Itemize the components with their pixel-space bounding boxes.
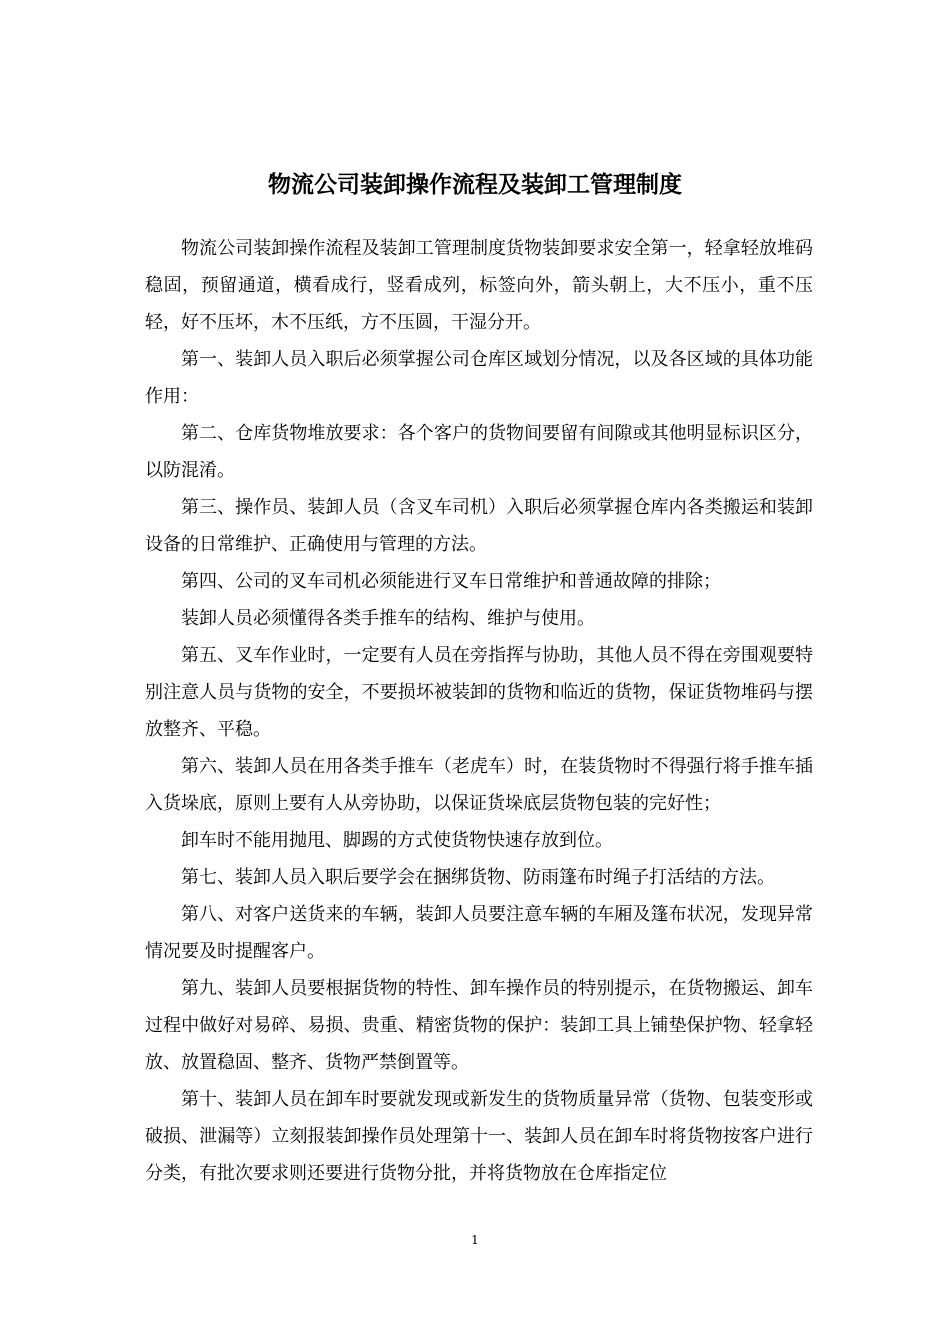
paragraph-item-8: 第八、对客户送货来的车辆，装卸人员要注意车辆的车厢及篷布状况，发现异常情况要及时提醒客户。 — [145, 904, 813, 962]
paragraph-item-4-continued: 装卸人员必须懂得各类手推车的结构、维护与使用。 — [181, 608, 595, 629]
paragraph-item-4: 第四、公司的叉车司机必须能进行叉车日常维护和普通故障的排除； — [181, 571, 721, 592]
page-number: 1 — [471, 1233, 479, 1247]
paragraph-item-1: 第一、装卸人员入职后必须掌握公司仓库区域划分情况，以及各区域的具体功能作用： — [145, 349, 813, 407]
paragraph-item-7: 第七、装卸人员入职后要学会在捆绑货物、防雨篷布时绳子打活结的方法。 — [181, 867, 775, 888]
paragraph-item-6-continued: 卸车时不能用抛甩、脚踢的方式使货物快速存放到位。 — [181, 830, 613, 851]
document-title: 物流公司装卸操作流程及装卸工管理制度 — [268, 172, 682, 199]
document-body — [145, 230, 813, 1192]
paragraph-item-3: 第三、操作员、装卸人员（含叉车司机）入职后必须掌握仓库内各类搬运和装卸设备的日常维护、正确使用与管理的方法。 — [145, 497, 813, 555]
paragraph-intro: 物流公司装卸操作流程及装卸工管理制度货物装卸要求安全第一，轻拿轻放堆码稳固，预留通道，横看成行，竖看成列，标签向外，箭头朝上，大不压小，重不压轻，好不压坏，木不压纸，方不压圆，干湿分开。 — [145, 238, 813, 333]
paragraph-item-2: 第二、仓库货物堆放要求：各个客户的货物间要留有间隙或其他明显标识区分，以防混淆。 — [145, 423, 813, 481]
paragraph-item-6: 第六、装卸人员在用各类手推车（老虎车）时，在装货物时不得强行将手推车插入货垛底，原则上要有人从旁协助，以保证货垛底层货物包装的完好性； — [145, 756, 813, 814]
paragraph-item-10: 第十、装卸人员在卸车时要就发现或新发生的货物质量异常（货物、包装变形或破损、泄漏等）立刻报装卸操作员处理第十一、装卸人员在卸车时将货物按客户进行分类，有批次要求则还要进行货物分批，并将货物放在仓库指定位 — [145, 1089, 813, 1184]
paragraph-item-9: 第九、装卸人员要根据货物的特性、卸车操作员的特别提示，在货物搬运、卸车过程中做好对易碎、易损、贵重、精密货物的保护：装卸工具上铺垫保护物、轻拿轻放、放置稳固、整齐、货物严禁倒置等。 — [145, 978, 813, 1073]
paragraph-item-5: 第五、叉车作业时，一定要有人员在旁指挥与协助，其他人员不得在旁围观要特别注意人员与货物的安全，不要损坏被装卸的货物和临近的货物，保证货物堆码与摆放整齐、平稳。 — [145, 645, 813, 740]
